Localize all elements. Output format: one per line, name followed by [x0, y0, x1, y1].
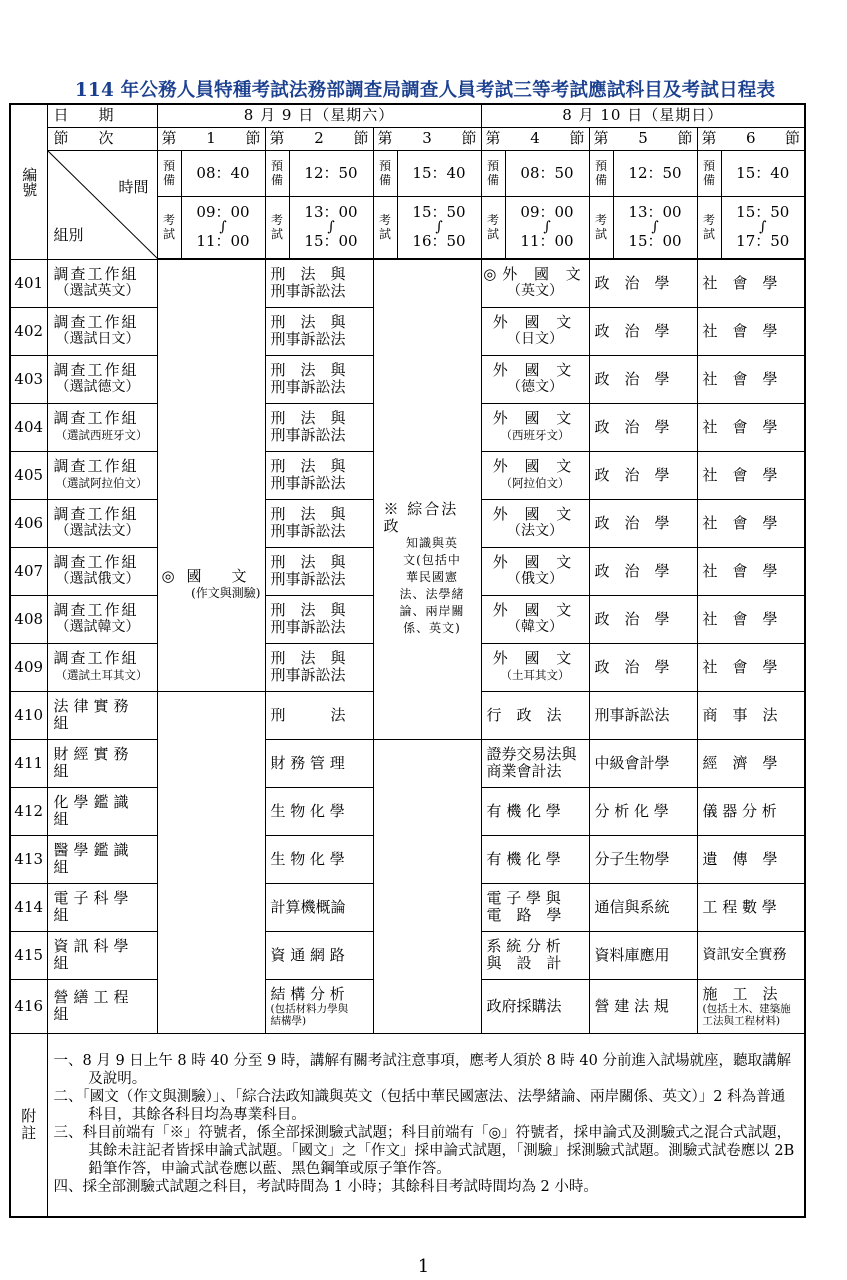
s2-cell: 財 務 管 理	[265, 739, 373, 787]
row-code: 409	[10, 643, 47, 691]
exam-schedule-table	[9, 103, 806, 1218]
exam-time-4: 09：00 ∫ 11：00	[505, 196, 589, 258]
s5-cell: 政 治 學	[589, 451, 697, 499]
row-code: 404	[10, 403, 47, 451]
date-label: 日 期	[47, 104, 157, 127]
exam-label: 考試	[589, 196, 613, 258]
row-code: 401	[10, 259, 47, 307]
s6-cell: 施 工 法 (包括土木、建築施 工法與工程材料)	[697, 979, 805, 1033]
s6-cell: 經 濟 學	[697, 739, 805, 787]
s2-cell: 刑 法 與 刑事訴訟法	[265, 499, 373, 547]
day2-date: 8 月 10 日（星期日）	[481, 104, 805, 127]
session-header-6: 第 6 節	[697, 127, 805, 150]
s5-cell: 政 治 學	[589, 547, 697, 595]
group-cell: 營繕工程組	[47, 979, 157, 1033]
prep-time-2: 12：50	[289, 150, 373, 196]
session-label: 節 次	[47, 127, 157, 150]
prep-time-1: 08：40	[181, 150, 265, 196]
prep-label: 預備	[373, 150, 397, 196]
mixed-question-icon: ◎	[161, 567, 175, 585]
group-cell: 調查工作組 （選試日文）	[47, 307, 157, 355]
page-number: 1	[417, 1256, 430, 1277]
s6-cell: 社 會 學	[697, 595, 805, 643]
s6-cell: 工 程 數 學	[697, 883, 805, 931]
s6-cell: 遺 傳 學	[697, 835, 805, 883]
s2-cell: 刑 法 與 刑事訴訟法	[265, 403, 373, 451]
prep-time-5: 12：50	[613, 150, 697, 196]
s2-cell: 生 物 化 學	[265, 835, 373, 883]
group-cell: 電子科學組	[47, 883, 157, 931]
group-cell: 調查工作組 （選試西班牙文）	[47, 403, 157, 451]
row-code: 415	[10, 931, 47, 979]
prep-label: 預備	[589, 150, 613, 196]
row-code: 410	[10, 691, 47, 739]
s4-cell: 有 機 化 學	[481, 787, 589, 835]
prep-label: 預備	[157, 150, 181, 196]
s6-cell: 商 事 法	[697, 691, 805, 739]
s5-cell: 分 析 化 學	[589, 787, 697, 835]
s6-cell: 社 會 學	[697, 451, 805, 499]
s6-cell: 資訊安全實務	[697, 931, 805, 979]
group-cell: 調查工作組 （選試韓文）	[47, 595, 157, 643]
notes-label: 附註	[10, 1033, 47, 1217]
s4-cell: 電 子 學 與 電 路 學	[481, 883, 589, 931]
row-code: 405	[10, 451, 47, 499]
exam-label: 考試	[481, 196, 505, 258]
note-item: 二、「國文（作文與測驗）」、「綜合法政知識與英文（包括中華民國憲法、法學緒論、兩岸關係、英文）」2 科為普通科目，其餘各科目均為專業科目。	[53, 1089, 786, 1124]
s5-cell: 政 治 學	[589, 643, 697, 691]
row-code: 413	[10, 835, 47, 883]
group-cell: 調查工作組 （選試土耳其文）	[47, 643, 157, 691]
page-title: 114 年公務人員特種考試法務部調查局調查人員考試三等考試應試科目及考試日程表	[74, 80, 776, 101]
exam-time-5: 13：00 ∫ 15：00	[613, 196, 697, 258]
number-header: 編號	[10, 104, 47, 259]
exam-label: 考試	[373, 196, 397, 258]
group-cell: 醫學鑑識組	[47, 835, 157, 883]
s5-cell: 分子生物學	[589, 835, 697, 883]
s2-cell: 刑 法 與 刑事訴訟法	[265, 259, 373, 307]
s4-cell: 證券交易法與 商業會計法	[481, 739, 589, 787]
session1-empty	[157, 691, 265, 1033]
s2-cell: 刑 法 與 刑事訴訟法	[265, 643, 373, 691]
s6-cell: 儀 器 分 析	[697, 787, 805, 835]
prep-time-6: 15：40	[721, 150, 805, 196]
session3-empty	[373, 739, 481, 1033]
row-code: 411	[10, 739, 47, 787]
s5-cell: 中級會計學	[589, 739, 697, 787]
s5-cell: 營 建 法 規	[589, 979, 697, 1033]
time-group-corner	[47, 150, 157, 259]
note-item: 三、科目前端有「※」符號者，係全部採測驗式試題；科目前端有「◎」符號者，採申論式及測驗式之混合式試題，其餘未註記者皆採申論式試題。「國文」之「作文」採申論式試題，「測驗」採測驗式試題。測驗式試卷應以 2B 鉛筆作答，申論式試卷應以藍、黑色鋼筆或原子筆作答。	[53, 1125, 795, 1178]
s6-cell: 社 會 學	[697, 355, 805, 403]
s2-cell: 結 構 分 析 (包括材料力學與 結構學)	[265, 979, 373, 1033]
s5-cell: 政 治 學	[589, 259, 697, 307]
row-code: 403	[10, 355, 47, 403]
s6-cell: 社 會 學	[697, 499, 805, 547]
s4-cell: 外 國 文 （德文）	[481, 355, 589, 403]
group-cell: 調查工作組 （選試阿拉伯文）	[47, 451, 157, 499]
exam-time-2: 13：00 ∫ 15：00	[289, 196, 373, 258]
s5-cell: 政 治 學	[589, 355, 697, 403]
s2-cell: 刑 法 與 刑事訴訟法	[265, 355, 373, 403]
prep-label: 預備	[481, 150, 505, 196]
note-item: 一、8 月 9 日上午 8 時 40 分至 9 時，講解有關考試注意事項，應考人須於 8 時 40 分前進入試場就座，聽取講解及說明。	[53, 1053, 791, 1088]
s4-cell: 外 國 文 （土耳其文）	[481, 643, 589, 691]
row-code: 402	[10, 307, 47, 355]
day1-date: 8 月 9 日（星期六）	[157, 104, 481, 127]
group-cell: 調查工作組 （選試法文）	[47, 499, 157, 547]
s4-cell: 系 統 分 析 與 設 計	[481, 931, 589, 979]
s4-cell: 外 國 文 （西班牙文）	[481, 403, 589, 451]
s2-cell: 刑 法 與 刑事訴訟法	[265, 307, 373, 355]
group-cell: 化學鑑識組	[47, 787, 157, 835]
s2-cell: 刑 法 與 刑事訴訟法	[265, 451, 373, 499]
session1-merged: ◎ 國 文 (作文與測驗)	[157, 259, 265, 691]
s5-cell: 政 治 學	[589, 499, 697, 547]
s6-cell: 社 會 學	[697, 307, 805, 355]
exam-time-1: 09：00 ∫ 11：00	[181, 196, 265, 258]
row-code: 416	[10, 979, 47, 1033]
group-cell: 調查工作組 （選試俄文）	[47, 547, 157, 595]
prep-time-3: 15：40	[397, 150, 481, 196]
s5-cell: 政 治 學	[589, 403, 697, 451]
s4-cell: 外 國 文 （俄文）	[481, 547, 589, 595]
session-header-4: 第 4 節	[481, 127, 589, 150]
s5-cell: 政 治 學	[589, 307, 697, 355]
group-cell: 調查工作組 （選試德文）	[47, 355, 157, 403]
row-code: 407	[10, 547, 47, 595]
s4-cell: ◎外 國 文 （英文）	[481, 259, 589, 307]
s4-cell: 外 國 文 （日文）	[481, 307, 589, 355]
s5-cell: 政 治 學	[589, 595, 697, 643]
row-code: 406	[10, 499, 47, 547]
s4-cell: 外 國 文 （法文）	[481, 499, 589, 547]
group-cell: 財經實務組	[47, 739, 157, 787]
s4-cell: 外 國 文 （韓文）	[481, 595, 589, 643]
s5-cell: 通信與系統	[589, 883, 697, 931]
row-code: 412	[10, 787, 47, 835]
group-cell: 法律實務組	[47, 691, 157, 739]
s6-cell: 社 會 學	[697, 643, 805, 691]
exam-time-6: 15：50 ∫ 17：50	[721, 196, 805, 258]
prep-time-4: 08：50	[505, 150, 589, 196]
s4-cell: 有 機 化 學	[481, 835, 589, 883]
s2-cell: 計算機概論	[265, 883, 373, 931]
s6-cell: 社 會 學	[697, 403, 805, 451]
session-header-5: 第 5 節	[589, 127, 697, 150]
notes-body	[47, 1033, 805, 1217]
s5-cell: 資料庫應用	[589, 931, 697, 979]
s6-cell: 社 會 學	[697, 259, 805, 307]
exam-time-3: 15：50 ∫ 16：50	[397, 196, 481, 258]
group-cell: 調查工作組 （選試英文）	[47, 259, 157, 307]
s4-cell: 政府採購法	[481, 979, 589, 1033]
group-label: 組別	[53, 225, 84, 244]
exam-label: 考試	[157, 196, 181, 258]
exam-label: 考試	[265, 196, 289, 258]
s2-cell: 資 通 網 路	[265, 931, 373, 979]
session-header-3: 第 3 節	[373, 127, 481, 150]
s6-cell: 社 會 學	[697, 547, 805, 595]
note-item: 四、採全部測驗式試題之科目，考試時間為 1 小時；其餘科目考試時間均為 2 小時。	[53, 1179, 598, 1196]
exam-label: 考試	[697, 196, 721, 258]
row-code: 408	[10, 595, 47, 643]
prep-label: 預備	[697, 150, 721, 196]
s2-cell: 刑 法 與 刑事訴訟法	[265, 595, 373, 643]
row-code: 414	[10, 883, 47, 931]
s2-cell: 刑 法 與 刑事訴訟法	[265, 547, 373, 595]
session-header-1: 第 1 節	[157, 127, 265, 150]
time-label: 時間	[118, 177, 149, 196]
s2-cell: 刑 法	[265, 691, 373, 739]
s4-cell: 外 國 文 （阿拉伯文）	[481, 451, 589, 499]
group-cell: 資訊科學組	[47, 931, 157, 979]
prep-label: 預備	[265, 150, 289, 196]
s4-cell: 行 政 法	[481, 691, 589, 739]
s5-cell: 刑事訴訟法	[589, 691, 697, 739]
session-header-2: 第 2 節	[265, 127, 373, 150]
session3-merged: ※ 綜合法政 知識與英 文(包括中 華民國憲 法、法學緒 論、兩岸關 係、英文)	[373, 259, 481, 739]
s2-cell: 生 物 化 學	[265, 787, 373, 835]
